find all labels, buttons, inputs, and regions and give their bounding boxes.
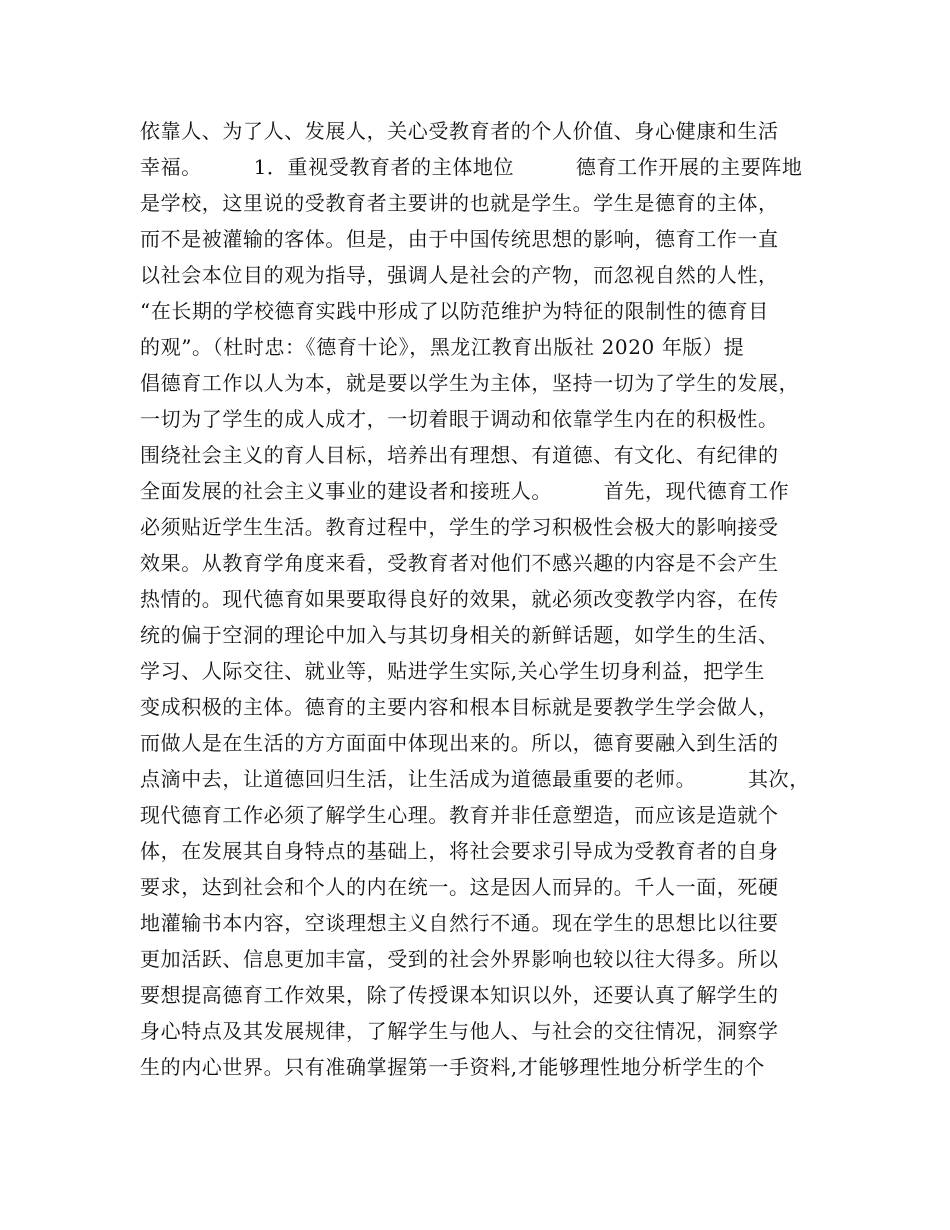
text-line: 要求，达到社会和个人的内在统一。这是因人而异的。千人一面，死硬 [140, 875, 779, 899]
text-line: 更加活跃、信息更加丰富，受到的社会外界影响也较以往大得多。所以 [140, 947, 779, 971]
text-line: 统的偏于空洞的理论中加入与其切身相关的新鲜话题，如学生的生活、 [140, 623, 779, 647]
text-line: 热情的。现代德育如果要取得良好的效果，就必须改变教学内容，在传 [140, 587, 779, 611]
text-line: 的观”。（杜时忠：《德育十论》，黑龙江教育出版社 2020 年版）提 [140, 335, 745, 359]
text-line: 而不是被灌输的客体。但是，由于中国传统思想的影响，德育工作一直 [140, 227, 779, 251]
text-line: “在长期的学校德育实践中形成了以防范维护为特征的限制性的德育目 [140, 299, 769, 323]
text-line: 要想提高德育工作效果，除了传授课本知识以外，还要认真了解学生的 [140, 983, 779, 1007]
text-line: 而做人是在生活的方方面面中体现出来的。所以，德育要融入到生活的 [140, 731, 779, 755]
text-line: 幸福。 1．重视受教育者的主体地位 德育工作开展的主要阵地 [140, 155, 803, 179]
text-line: 地灌输书本内容，空谈理想主义自然行不通。现在学生的思想比以往要 [140, 911, 779, 935]
text-line: 学习、人际交往、就业等，贴进学生实际,关心学生切身利益，把学生 [140, 659, 765, 683]
text-line: 身心特点及其发展规律，了解学生与他人、与社会的交往情况，洞察学 [140, 1019, 779, 1043]
text-line: 是学校，这里说的受教育者主要讲的也就是学生。学生是德育的主体， [140, 191, 779, 215]
text-line: 体，在发展其自身特点的基础上，将社会要求引导成为受教育者的自身 [140, 839, 779, 863]
text-line: 点滴中去，让道德回归生活，让生活成为道德最重要的老师。 其次， [140, 767, 810, 791]
text-line: 全面发展的社会主义事业的建设者和接班人。 首先，现代德育工作 [140, 479, 790, 503]
text-line: 依靠人、为了人、发展人，关心受教育者的个人价值、身心健康和生活 [140, 119, 779, 143]
text-line: 效果。从教育学角度来看，受教育者对他们不感兴趣的内容是不会产生 [140, 551, 779, 575]
text-line: 生的内心世界。只有准确掌握第一手资料,才能够理性地分析学生的个 [140, 1055, 765, 1079]
body-text [140, 113, 820, 1085]
text-line: 现代德育工作必须了解学生心理。教育并非任意塑造，而应该是造就个 [140, 803, 779, 827]
text-line: 一切为了学生的成人成才，一切着眼于调动和依靠学生内在的积极性。 [140, 407, 779, 431]
text-line: 倡德育工作以人为本，就是要以学生为主体，坚持一切为了学生的发展， [140, 371, 800, 395]
text-line: 变成积极的主体。德育的主要内容和根本目标就是要教学生学会做人， [140, 695, 779, 719]
text-line: 围绕社会主义的育人目标，培养出有理想、有道德、有文化、有纪律的 [140, 443, 779, 467]
text-line: 以社会本位目的观为指导，强调人是社会的产物，而忽视自然的人性， [140, 263, 779, 287]
text-line: 必须贴近学生生活。教育过程中，学生的学习积极性会极大的影响接受 [140, 515, 779, 539]
